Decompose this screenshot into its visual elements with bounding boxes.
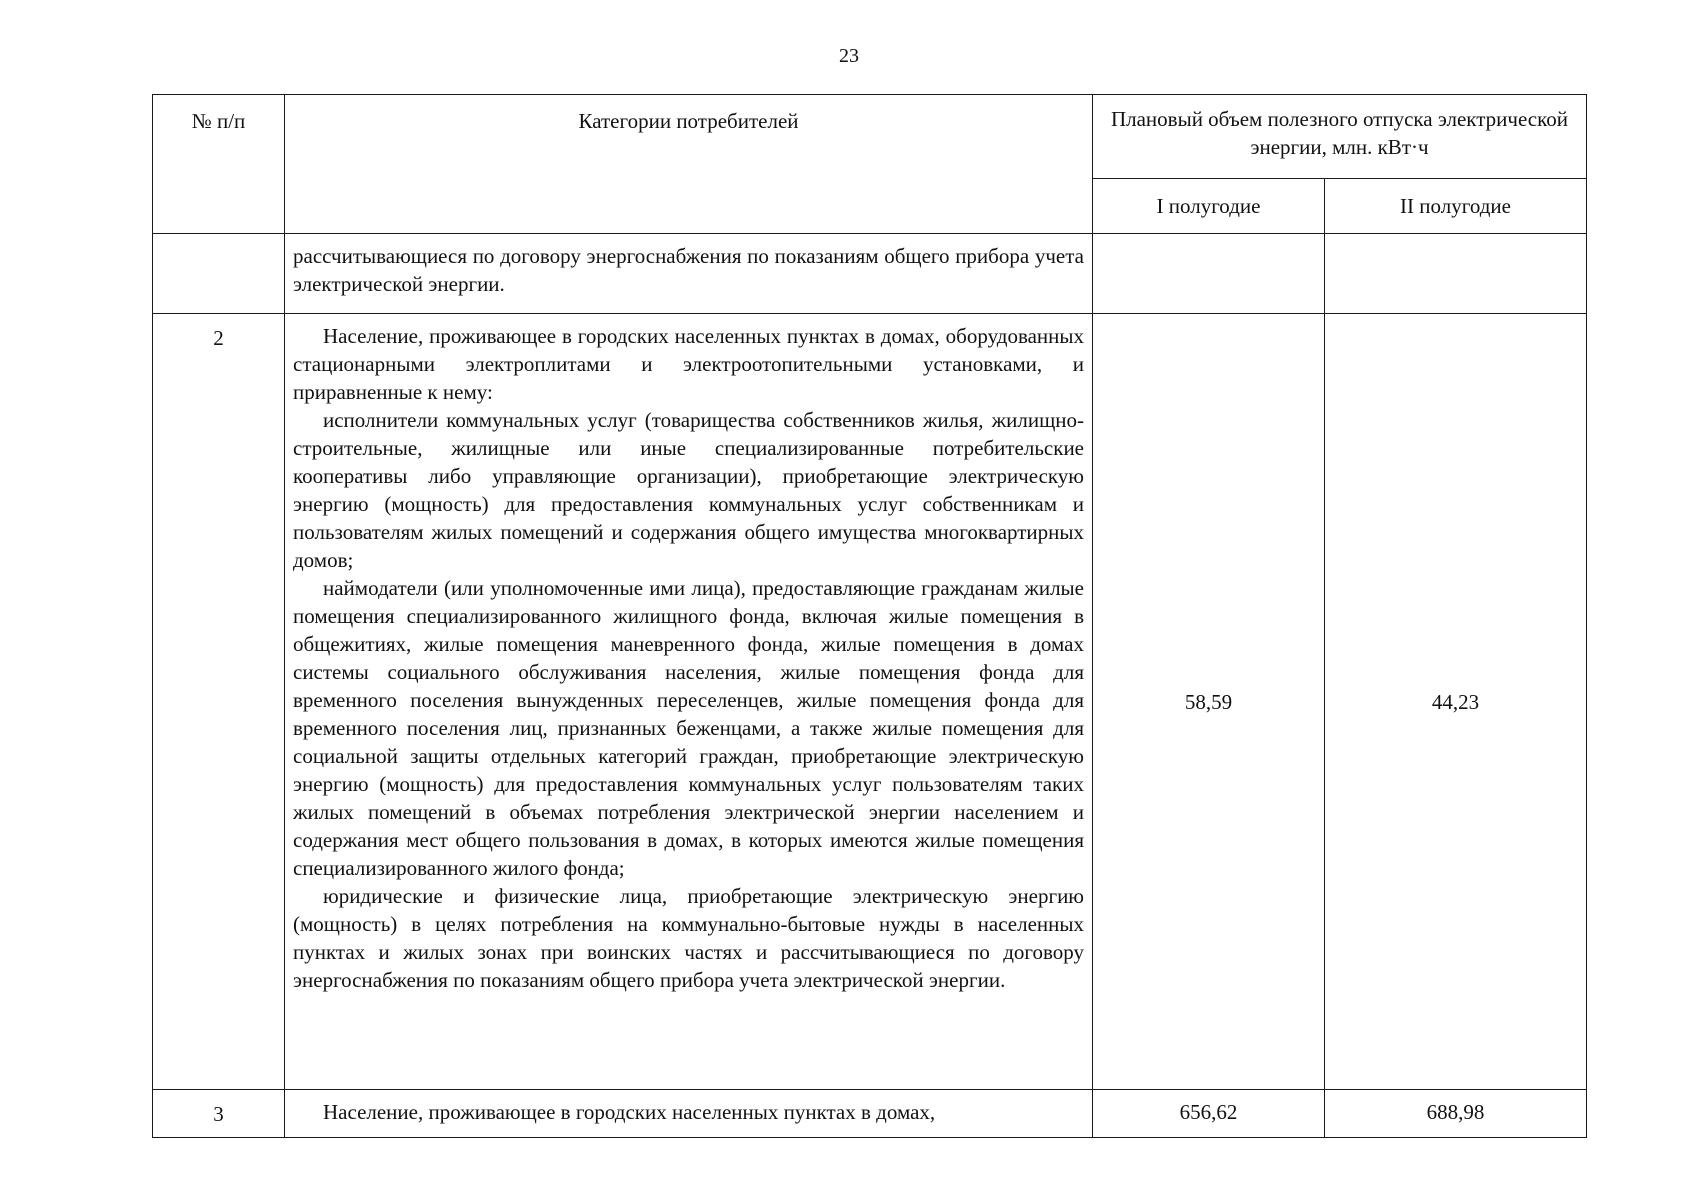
header-num: № п/п	[153, 95, 285, 234]
row-3-half1: 656,62	[1093, 1090, 1325, 1138]
row-2-paragraph-1: Население, проживающее в городских населенных пунктах в домах, оборудованных стационарными электроплитами и электроотопительными установками, и приравненные к нему:	[293, 324, 1084, 404]
row-2-half1: 58,59	[1093, 314, 1325, 1090]
row-3-num: 3	[153, 1090, 285, 1138]
table-row-2	[153, 314, 1587, 1090]
row-3-paragraph: Население, проживающее в городских населенных пунктах в домах,	[323, 1100, 936, 1124]
table-row-3	[153, 1090, 1587, 1138]
row-2-paragraph-2: исполнители коммунальных услуг (товарищества собственников жилья, жилищно-строительные, жилищные или иные специализированные потребительские кооперативы либо управляющие организации), приобретающие электрическую энергию (мощность) для предоставления коммунальных услуг собственникам и пользователям жилых помещений и содержания общего имущества многоквартирных домов;	[293, 408, 1084, 572]
row-2-half2: 44,23	[1325, 314, 1587, 1090]
row-2-paragraph-3: наймодатели (или уполномоченные ими лица), предоставляющие гражданам жилые помещения специализированного жилищного фонда, включая жилые помещения в общежитиях, жилые помещения маневренного фонда, жилые помещения в домах системы социального обслуживания населения, жилые помещения фонда для временного поселения вынужденных переселенцев, жилые помещения фонда для временного поселения лиц, признанных беженцами, а также жилые помещения для социальной защиты отдельных категорий граждан, приобретающие электрическую энергию (мощность) для предоставления коммунальных услуг пользователям таких жилых помещений в объемах потребления электрической энергии населением и содержания мест общего пользования в домах, в которых имеются жилые помещения специализированного жилого фонда;	[293, 576, 1084, 880]
header-volume: Плановый объем полезного отпуска электрической энергии, млн. кВт·ч	[1093, 95, 1587, 179]
row-cont-num	[153, 234, 285, 314]
row-cont-paragraph: рассчитывающиеся по договору энергоснабжения по показаниям общего прибора учета электрической энергии.	[293, 244, 1084, 296]
row-cont-half1	[1093, 234, 1325, 314]
page-number: 23	[839, 45, 859, 67]
row-2-text	[285, 314, 1093, 1090]
row-cont-half2	[1325, 234, 1587, 314]
row-2-num: 2	[153, 314, 285, 1090]
row-cont-text	[285, 234, 1093, 314]
header-half2: II полугодие	[1325, 179, 1587, 234]
header-half1: I полугодие	[1093, 179, 1325, 234]
header-row-1	[153, 95, 1587, 179]
row-2-paragraph-4: юридические и физические лица, приобретающие электрическую энергию (мощность) в целях потребления на коммунально-бытовые нужды в населенных пунктах и жилых зонах при воинских частях и рассчитывающиеся по договору энергоснабжения по показаниям общего прибора учета электрической энергии.	[293, 884, 1084, 992]
row-3-half2: 688,98	[1325, 1090, 1587, 1138]
consumption-table	[152, 94, 1587, 1138]
table-row-continuation	[153, 234, 1587, 314]
row-3-text	[285, 1090, 1093, 1138]
header-category: Категории потребителей	[285, 95, 1093, 234]
